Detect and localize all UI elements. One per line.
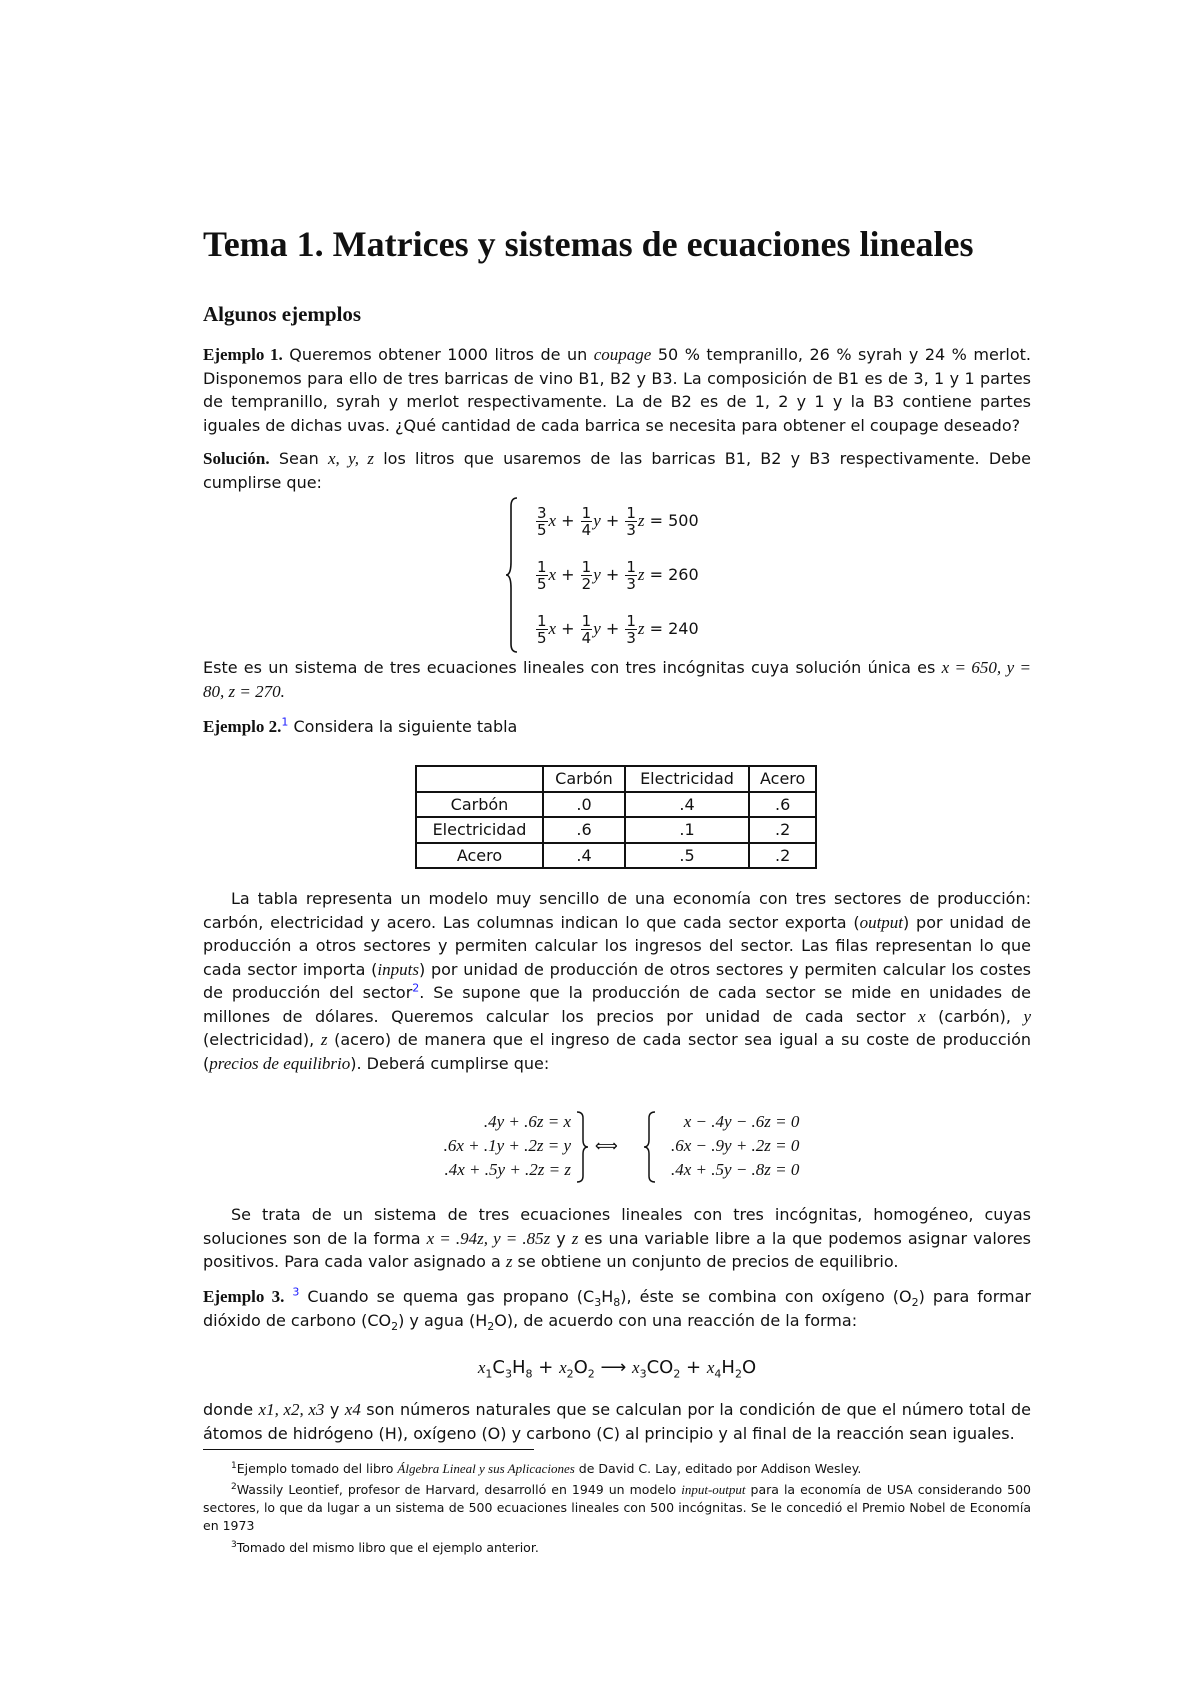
equation-system-1 <box>203 494 1031 656</box>
left-brace-icon <box>505 496 521 654</box>
system-1-row: $\frac{3}{5}$ x + $\frac{1}{4}$ y + $\frac{1}{3}$ z = 500 <box>537 503 699 539</box>
equivalence-arrow: ⟺ <box>595 1136 618 1155</box>
footnote-divider <box>203 1449 534 1450</box>
footnote-3: $^3$Tomado del mismo libro que el ejemplo anterior. <box>231 1540 539 1556</box>
system-2-right: x − .4y − .6z = 0 .6x − .9y + .2z = 0 .4x + .5y − .8z = 0 <box>671 1112 800 1179</box>
example-2-label: Ejemplo 2. <box>203 717 282 736</box>
solution-paragraph: Solución. Sean x, y, z los litros que usaremos de las barricas B1, B2 y B3 respectivamente. Debe cumplirse que: <box>203 449 1031 492</box>
system-1-row: $\frac{1}{5}$ x + $\frac{1}{4}$ y + $\frac{1}{3}$ z = 240 <box>537 611 699 647</box>
right-brace-icon <box>575 1110 589 1184</box>
homogeneous-paragraph: Se trata de un sistema de tres ecuaciones lineales con tres incógnitas, homogéneo, cuyas soluciones son de la forma x = .94z, y = .85z y z es una variable libre a la que podemos asignar valores positivos. Para cada valor asignado a z se obtiene un conjunto de precios de equilibrio. <box>203 1205 1032 1271</box>
example-1-paragraph: Ejemplo 1. Queremos obtener 1000 litros de un coupage 50 % tempranillo, 26 % syrah y 24 % merlot. Disponemos para ello de tres barricas de vino B1, B2 y B3. La composición de B1 es de 3, 1 y 1 partes de tempranillo, syrah y merlot respectivamente. La de B2 es de 1, 2 y 1 y la B3 contiene partes iguales de dichas uvas. ¿Qué cantidad de cada barrica se necesita para obtener el coupage deseado? <box>203 345 1031 435</box>
footnote-1: $^1$Ejemplo tomado del libro Álgebra Lineal y sus Aplicaciones de David C. Lay, editado por Addison Wesley. <box>231 1461 862 1477</box>
equation-system-2 <box>203 1108 1031 1188</box>
table-row: Electricidad .6 .1 .2 <box>416 817 816 843</box>
page-title: Tema 1. Matrices y sistemas de ecuaciones lineales <box>203 224 974 264</box>
footnote-ref-3[interactable]: 3 <box>292 1285 300 1299</box>
footnote-2: $^2$Wassily Leontief, profesor de Harvard, desarrolló en 1949 un modelo input-output para la economía de USA considerando 500 sectores, lo que da lugar a un sistema de 500 ecuaciones lineales con 500 incógnitas. Se le concedió el Premio Nobel de Economía en 1973 <box>203 1482 1031 1534</box>
input-output-table <box>415 765 817 869</box>
solution-label: Solución. <box>203 449 270 468</box>
chemical-reaction: $x_1C_3H_8 + x_2O_2$ ⟶ $x_3CO_2 + x_4H_2O$ <box>477 1357 757 1381</box>
example-3-paragraph: Ejemplo 3. $^3$ Cuando se quema gas propano $(C_3H_8)$, éste se combina con oxígeno $(O_2)$ para formar dióxido de carbono $(CO_2)$ y agua $(H_2O)$, de acuerdo con una reacción de la forma: <box>203 1285 1031 1333</box>
economy-model-paragraph: La tabla representa un modelo muy sencillo de una economía con tres sectores de producción: carbón, electricidad y acero. Las columnas indican lo que cada sector exporta (output) por unidad de producción a otros sectores y permiten calcular los ingresos del sector. Las filas representan lo que cada sector importa (inputs) por unidad de producción de otros sectores y permiten calcular los costes de producción del sector$^2$. Se supone que la producción de cada sector se mide en unidades de millones de dólares. Queremos calcular los precios por unidad de cada sector x (carbón), y (electricidad), z (acero) de manera que el ingreso de cada sector sea igual a su coste de producción (precios de equilibrio). Deberá cumplirse que: <box>203 889 1032 1073</box>
system-1-row: $\frac{1}{5}$ x + $\frac{1}{2}$ y + $\frac{1}{3}$ z = 260 <box>537 557 699 593</box>
table-row: Acero .4 .5 .2 <box>416 843 816 869</box>
table-row: Carbón .0 .4 .6 <box>416 792 816 818</box>
solution-result-paragraph: Este es un sistema de tres ecuaciones lineales con tres incógnitas cuya solución única es x = 650, y = 80, z = 270. <box>203 658 1031 701</box>
footnote-ref-2[interactable]: 2 <box>412 981 420 995</box>
example-3-label: Ejemplo 3. <box>203 1287 285 1306</box>
system-2-left: .4y + .6z = x .6x + .1y + .2z = y .4x + .5y + .2z = z <box>443 1112 571 1179</box>
example-2-paragraph: Ejemplo 2.$^1$ Considera la siguiente tabla <box>203 715 518 736</box>
example-1-label: Ejemplo 1. <box>203 345 283 364</box>
reaction-explanation-paragraph: donde x1, x2, x3 y x4 son números naturales que se calculan por la condición de que el número total de átomos de hidrógeno (H), oxígeno (O) y carbono (C) al principio y al final de la reacción sean iguales. <box>203 1400 1032 1443</box>
footnote-ref-1[interactable]: 1 <box>281 715 289 729</box>
table-header-row: Carbón Electricidad Acero <box>416 766 816 792</box>
left-brace-icon <box>643 1110 657 1184</box>
section-heading: Algunos ejemplos <box>203 302 362 326</box>
